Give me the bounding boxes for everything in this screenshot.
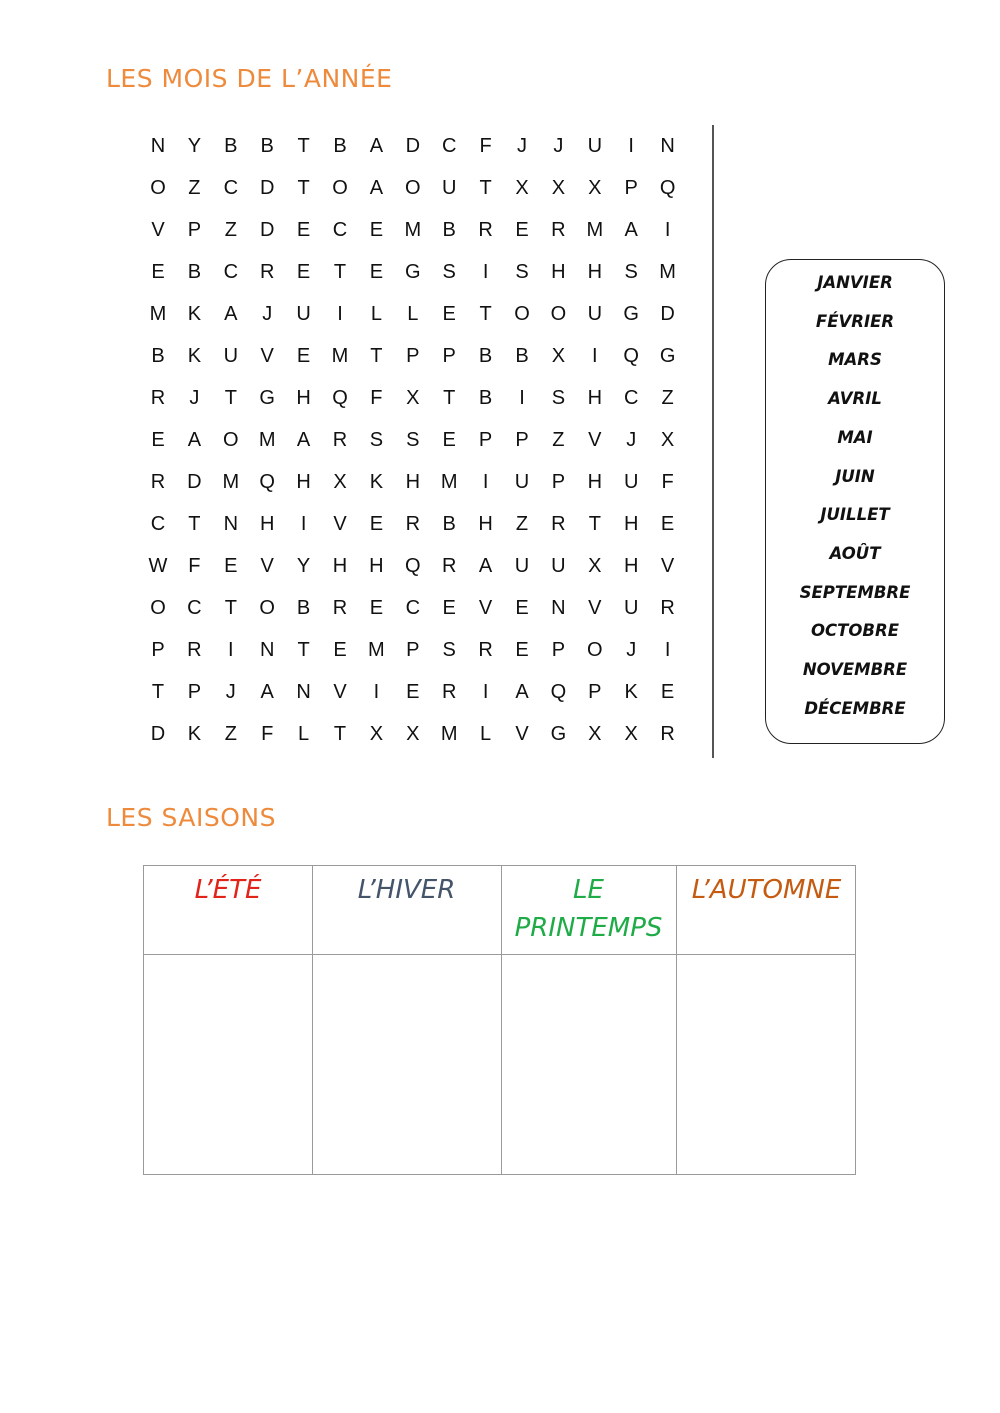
grid-letter[interactable]: A <box>296 429 311 451</box>
grid-letter[interactable]: U <box>551 555 566 577</box>
grid-row <box>140 167 686 209</box>
grid-letter[interactable]: Q <box>259 471 275 493</box>
grid-letter[interactable]: H <box>332 555 348 577</box>
grid-row <box>140 419 686 461</box>
grid-letter[interactable]: F <box>261 723 274 745</box>
grid-letter[interactable]: D <box>150 723 166 745</box>
grid-letter[interactable]: E <box>515 639 529 661</box>
grid-row <box>140 713 686 755</box>
grid-letter[interactable]: G <box>623 303 639 325</box>
grid-letter[interactable]: E <box>442 597 456 619</box>
answer-cell-printemps[interactable] <box>502 955 676 1174</box>
answer-cell-hiver[interactable] <box>313 955 501 1174</box>
grid-letter[interactable]: A <box>478 555 493 577</box>
grid-letter[interactable]: P <box>551 639 566 661</box>
vertical-divider <box>712 125 714 758</box>
grid-letter[interactable]: H <box>296 471 311 493</box>
season-header-ete: L’ÉTÉ <box>194 875 262 905</box>
grid-letter[interactable]: K <box>187 345 202 367</box>
grid-letter[interactable]: K <box>624 681 638 703</box>
grid-letter[interactable]: X <box>406 723 420 745</box>
grid-letter[interactable]: E <box>224 555 238 577</box>
grid-letter[interactable]: R <box>405 513 421 535</box>
grid-letter[interactable]: A <box>260 681 274 703</box>
grid-letter[interactable]: U <box>623 471 639 493</box>
grid-letter[interactable]: L <box>480 723 492 745</box>
grid-letter[interactable]: I <box>373 681 380 703</box>
grid-letter[interactable]: R <box>332 429 348 451</box>
grid-letter[interactable]: Z <box>224 723 237 745</box>
grid-letter[interactable]: U <box>514 471 530 493</box>
grid-letter[interactable]: O <box>514 303 530 325</box>
grid-letter[interactable]: V <box>588 429 602 451</box>
grid-letter[interactable]: O <box>150 177 166 199</box>
grid-letter[interactable]: A <box>515 681 529 703</box>
grid-letter[interactable]: R <box>551 513 566 535</box>
grid-letter[interactable]: Q <box>623 345 639 367</box>
grid-letter[interactable]: U <box>623 597 639 619</box>
grid-letter[interactable]: O <box>405 177 421 199</box>
grid-letter[interactable]: H <box>551 261 566 283</box>
grid-letter[interactable]: R <box>332 597 348 619</box>
word-list-item: AOÛT <box>829 543 881 563</box>
season-header-automne: L’AUTOMNE <box>691 875 842 905</box>
grid-letter[interactable]: B <box>478 345 493 367</box>
grid-letter[interactable]: E <box>442 303 456 325</box>
grid-letter[interactable]: T <box>370 345 383 367</box>
grid-letter[interactable]: U <box>296 303 311 325</box>
grid-letter[interactable]: H <box>296 387 311 409</box>
grid-letter[interactable]: C <box>623 387 639 409</box>
grid-letter[interactable]: R <box>660 597 675 619</box>
grid-letter[interactable]: A <box>369 177 384 199</box>
grid-row <box>140 335 686 377</box>
grid-letter[interactable]: S <box>551 387 566 409</box>
grid-letter[interactable]: M <box>586 219 604 241</box>
grid-letter[interactable]: U <box>223 345 239 367</box>
grid-letter[interactable]: T <box>479 303 492 325</box>
season-header-hiver: L’HIVER <box>357 875 456 905</box>
grid-letter[interactable]: R <box>150 387 166 409</box>
grid-letter[interactable]: A <box>624 219 638 241</box>
months-heading: LES MOIS DE L’ANNÉE <box>106 64 393 93</box>
grid-letter[interactable]: T <box>297 177 310 199</box>
grid-letter[interactable]: T <box>479 177 492 199</box>
grid-letter[interactable]: Q <box>405 555 421 577</box>
grid-row <box>140 209 686 251</box>
grid-letter[interactable]: V <box>478 597 493 619</box>
grid-letter[interactable]: H <box>369 555 384 577</box>
grid-letter[interactable]: H <box>623 513 639 535</box>
grid-letter[interactable]: E <box>660 513 675 535</box>
grid-letter[interactable]: T <box>443 387 456 409</box>
grid-letter[interactable]: M <box>440 723 458 745</box>
grid-letter[interactable]: R <box>478 639 493 661</box>
grid-letter[interactable]: S <box>624 261 638 283</box>
grid-letter[interactable]: R <box>441 681 457 703</box>
grid-letter[interactable]: I <box>300 513 307 535</box>
grid-letter[interactable]: O <box>550 303 567 325</box>
grid-letter[interactable]: E <box>151 261 165 283</box>
grid-letter[interactable]: T <box>297 135 310 157</box>
grid-letter[interactable]: I <box>664 219 671 241</box>
grid-letter[interactable]: N <box>660 135 675 157</box>
word-list-item: JUIN <box>835 466 875 486</box>
grid-letter[interactable]: H <box>478 513 493 535</box>
grid-letter[interactable]: X <box>588 177 602 199</box>
grid-letter[interactable]: L <box>370 303 382 325</box>
seasons-heading: LES SAISONS <box>106 803 276 832</box>
grid-letter[interactable]: E <box>151 429 165 451</box>
grid-letter[interactable]: C <box>405 597 421 619</box>
grid-letter[interactable]: Y <box>187 135 202 157</box>
word-list-item: DÉCEMBRE <box>804 698 906 718</box>
grid-letter[interactable]: E <box>369 513 384 535</box>
grid-letter[interactable]: U <box>441 177 457 199</box>
grid-letter[interactable]: P <box>187 681 202 703</box>
grid-letter[interactable]: E <box>660 681 675 703</box>
grid-letter[interactable]: B <box>187 261 202 283</box>
grid-letter[interactable]: P <box>151 639 165 661</box>
grid-row <box>140 461 686 503</box>
grid-letter[interactable]: E <box>296 219 311 241</box>
grid-row <box>140 671 686 713</box>
grid-letter[interactable]: V <box>660 555 675 577</box>
grid-letter[interactable]: N <box>150 135 166 157</box>
grid-letter[interactable]: U <box>587 135 603 157</box>
season-header-printemps: LE PRINTEMPS <box>514 875 663 943</box>
grid-letter[interactable]: E <box>515 597 529 619</box>
grid-letter[interactable]: Z <box>552 429 565 451</box>
grid-letter[interactable]: X <box>588 555 602 577</box>
grid-letter[interactable]: F <box>479 135 492 157</box>
grid-letter[interactable]: F <box>188 555 201 577</box>
grid-letter[interactable]: I <box>482 261 489 283</box>
word-list-box <box>765 259 945 744</box>
grid-letter[interactable]: J <box>626 639 637 661</box>
grid-letter[interactable]: I <box>628 135 634 157</box>
grid-letter[interactable]: R <box>150 471 166 493</box>
grid-letter[interactable]: T <box>188 513 201 535</box>
grid-letter[interactable]: N <box>259 639 275 661</box>
grid-letter[interactable]: D <box>259 219 275 241</box>
grid-letter[interactable]: Q <box>332 387 348 409</box>
grid-letter[interactable]: I <box>482 471 489 493</box>
grid-letter[interactable]: T <box>151 681 165 703</box>
grid-letter[interactable]: J <box>262 303 273 325</box>
grid-letter[interactable]: M <box>440 471 458 493</box>
grid-letter[interactable]: G <box>550 723 567 745</box>
grid-letter[interactable]: E <box>296 261 311 283</box>
grid-letter[interactable]: N <box>223 513 239 535</box>
grid-letter[interactable]: G <box>405 261 421 283</box>
grid-row <box>140 503 686 545</box>
grid-letter[interactable]: M <box>659 261 676 283</box>
answer-cell-ete[interactable] <box>144 955 312 1174</box>
grid-letter[interactable]: R <box>551 219 566 241</box>
grid-letter[interactable]: Q <box>550 681 567 703</box>
grid-letter[interactable]: P <box>551 471 566 493</box>
grid-letter[interactable]: O <box>332 177 348 199</box>
grid-letter[interactable]: O <box>587 639 603 661</box>
grid-letter[interactable]: H <box>587 261 603 283</box>
grid-letter[interactable]: U <box>514 555 530 577</box>
grid-letter[interactable]: R <box>441 555 457 577</box>
grid-letter[interactable]: V <box>260 345 274 367</box>
grid-letter[interactable]: H <box>623 555 639 577</box>
grid-row <box>140 377 686 419</box>
grid-letter[interactable]: J <box>553 135 564 157</box>
grid-letter[interactable]: J <box>517 135 527 157</box>
grid-letter[interactable]: X <box>551 345 566 367</box>
grid-letter[interactable]: H <box>259 513 275 535</box>
grid-letter[interactable]: L <box>407 303 419 325</box>
word-list-item: JANVIER <box>817 273 893 292</box>
grid-letter[interactable]: C <box>187 597 202 619</box>
grid-letter[interactable]: B <box>151 345 165 367</box>
grid-letter[interactable]: M <box>404 219 422 241</box>
grid-letter[interactable]: B <box>296 597 311 619</box>
grid-letter[interactable]: C <box>223 261 239 283</box>
grid-letter[interactable]: V <box>333 513 347 535</box>
grid-letter[interactable]: H <box>587 471 603 493</box>
grid-letter[interactable]: A <box>187 429 202 451</box>
grid-letter[interactable]: R <box>187 639 202 661</box>
grid-letter[interactable]: F <box>370 387 383 409</box>
seasons-table <box>143 865 856 1175</box>
grid-letter[interactable]: O <box>150 597 166 619</box>
grid-letter[interactable]: U <box>587 303 603 325</box>
grid-letter[interactable]: L <box>298 723 310 745</box>
grid-letter[interactable]: P <box>442 345 456 367</box>
grid-letter[interactable]: D <box>187 471 202 493</box>
grid-letter[interactable]: V <box>333 681 347 703</box>
grid-letter[interactable]: J <box>189 387 200 409</box>
word-list-item: OCTOBRE <box>811 621 899 641</box>
grid-row <box>140 251 686 293</box>
grid-letter[interactable]: R <box>660 723 675 745</box>
grid-letter[interactable]: Z <box>515 513 529 535</box>
grid-letter[interactable]: T <box>333 723 347 745</box>
grid-row <box>140 587 686 629</box>
grid-letter[interactable]: C <box>332 219 348 241</box>
word-list-item: AVRIL <box>828 389 882 409</box>
grid-letter[interactable]: P <box>515 429 529 451</box>
grid-letter[interactable]: T <box>224 387 237 409</box>
grid-letter[interactable]: B <box>333 135 347 157</box>
grid-letter[interactable]: I <box>228 639 234 661</box>
grid-letter[interactable]: X <box>624 723 638 745</box>
grid-letter[interactable]: S <box>369 429 384 451</box>
grid-letter[interactable]: T <box>297 639 310 661</box>
grid-letter[interactable]: I <box>337 303 343 325</box>
grid-letter[interactable]: E <box>442 429 456 451</box>
grid-letter[interactable]: M <box>368 639 385 661</box>
grid-letter[interactable]: S <box>442 261 456 283</box>
word-list-item: NOVEMBRE <box>802 660 908 679</box>
grid-letter[interactable]: B <box>224 135 238 157</box>
grid-letter[interactable]: E <box>369 219 384 241</box>
grid-letter[interactable]: D <box>259 177 275 199</box>
grid-letter[interactable]: C <box>223 177 239 199</box>
grid-letter[interactable]: C <box>441 135 457 157</box>
grid-letter[interactable]: T <box>588 513 601 535</box>
grid-letter[interactable]: O <box>259 597 275 619</box>
grid-letter[interactable]: Z <box>224 219 237 241</box>
grid-letter[interactable]: G <box>259 387 275 409</box>
grid-letter[interactable]: X <box>369 723 384 745</box>
grid-row <box>140 293 686 335</box>
grid-row <box>140 545 686 587</box>
grid-letter[interactable]: F <box>661 471 674 493</box>
grid-letter[interactable]: E <box>296 345 311 367</box>
grid-letter[interactable]: P <box>187 219 202 241</box>
grid-letter[interactable]: I <box>519 387 525 409</box>
grid-letter[interactable]: J <box>225 681 236 703</box>
grid-letter[interactable]: K <box>369 471 384 493</box>
grid-letter[interactable]: T <box>224 597 237 619</box>
grid-letter[interactable]: E <box>406 681 420 703</box>
grid-letter[interactable]: X <box>515 177 529 199</box>
grid-letter[interactable]: W <box>148 555 168 577</box>
grid-letter[interactable]: E <box>369 261 384 283</box>
grid-letter[interactable]: B <box>478 387 493 409</box>
grid-letter[interactable]: R <box>478 219 493 241</box>
grid-letter[interactable]: O <box>223 429 239 451</box>
word-list-item: SEPTEMBRE <box>799 582 911 602</box>
grid-letter[interactable]: Z <box>661 387 674 409</box>
grid-letter[interactable]: J <box>626 429 637 451</box>
grid-letter[interactable]: P <box>478 429 493 451</box>
grid-letter[interactable]: D <box>405 135 421 157</box>
grid-letter[interactable]: X <box>588 723 602 745</box>
grid-letter[interactable]: V <box>588 597 602 619</box>
grid-letter[interactable]: B <box>442 513 456 535</box>
grid-letter[interactable]: R <box>259 261 275 283</box>
grid-letter[interactable]: E <box>369 597 384 619</box>
grid-letter[interactable]: I <box>592 345 598 367</box>
grid-letter[interactable]: I <box>482 681 489 703</box>
grid-letter[interactable]: I <box>664 639 671 661</box>
grid-letter[interactable]: P <box>406 345 420 367</box>
grid-letter[interactable]: X <box>551 177 566 199</box>
grid-letter[interactable]: H <box>587 387 603 409</box>
word-search-grid <box>140 125 686 755</box>
word-list-item: FÉVRIER <box>815 311 895 331</box>
grid-letter[interactable]: T <box>333 261 347 283</box>
grid-letter[interactable]: D <box>660 303 675 325</box>
grid-letter[interactable]: X <box>660 429 675 451</box>
grid-letter[interactable]: P <box>624 177 638 199</box>
grid-letter[interactable]: Q <box>659 177 676 199</box>
grid-letter[interactable]: A <box>224 303 238 325</box>
grid-letter[interactable]: P <box>406 639 420 661</box>
answer-cell-automne[interactable] <box>677 955 855 1174</box>
grid-letter[interactable]: Y <box>296 555 311 577</box>
grid-letter[interactable]: M <box>258 429 276 451</box>
grid-letter[interactable]: B <box>515 345 529 367</box>
grid-letter[interactable]: V <box>515 723 529 745</box>
word-list-item: JUILLET <box>820 505 890 525</box>
grid-letter[interactable]: H <box>405 471 421 493</box>
grid-letter[interactable]: P <box>588 681 602 703</box>
grid-letter[interactable]: V <box>260 555 274 577</box>
word-list-item: MAI <box>837 427 873 447</box>
grid-letter[interactable]: V <box>151 219 165 241</box>
grid-letter[interactable]: X <box>333 471 347 493</box>
grid-letter[interactable]: K <box>187 303 202 325</box>
word-list-item: MARS <box>828 350 882 370</box>
grid-letter[interactable]: B <box>442 219 456 241</box>
grid-letter[interactable]: N <box>551 597 566 619</box>
grid-letter[interactable]: E <box>333 639 347 661</box>
grid-letter[interactable]: M <box>222 471 240 493</box>
grid-letter[interactable]: M <box>149 303 167 325</box>
grid-letter[interactable]: S <box>515 261 529 283</box>
grid-letter[interactable]: S <box>442 639 456 661</box>
grid-letter[interactable]: Z <box>188 177 201 199</box>
grid-letter[interactable]: G <box>659 345 676 367</box>
grid-letter[interactable]: B <box>260 135 274 157</box>
grid-letter[interactable]: C <box>150 513 166 535</box>
grid-letter[interactable]: A <box>369 135 384 157</box>
grid-row <box>140 629 686 671</box>
grid-row <box>140 125 686 167</box>
grid-letter[interactable]: K <box>187 723 202 745</box>
grid-letter[interactable]: N <box>296 681 311 703</box>
grid-letter[interactable]: E <box>515 219 529 241</box>
grid-letter[interactable]: M <box>331 345 349 367</box>
grid-letter[interactable]: S <box>406 429 420 451</box>
grid-letter[interactable]: X <box>406 387 420 409</box>
